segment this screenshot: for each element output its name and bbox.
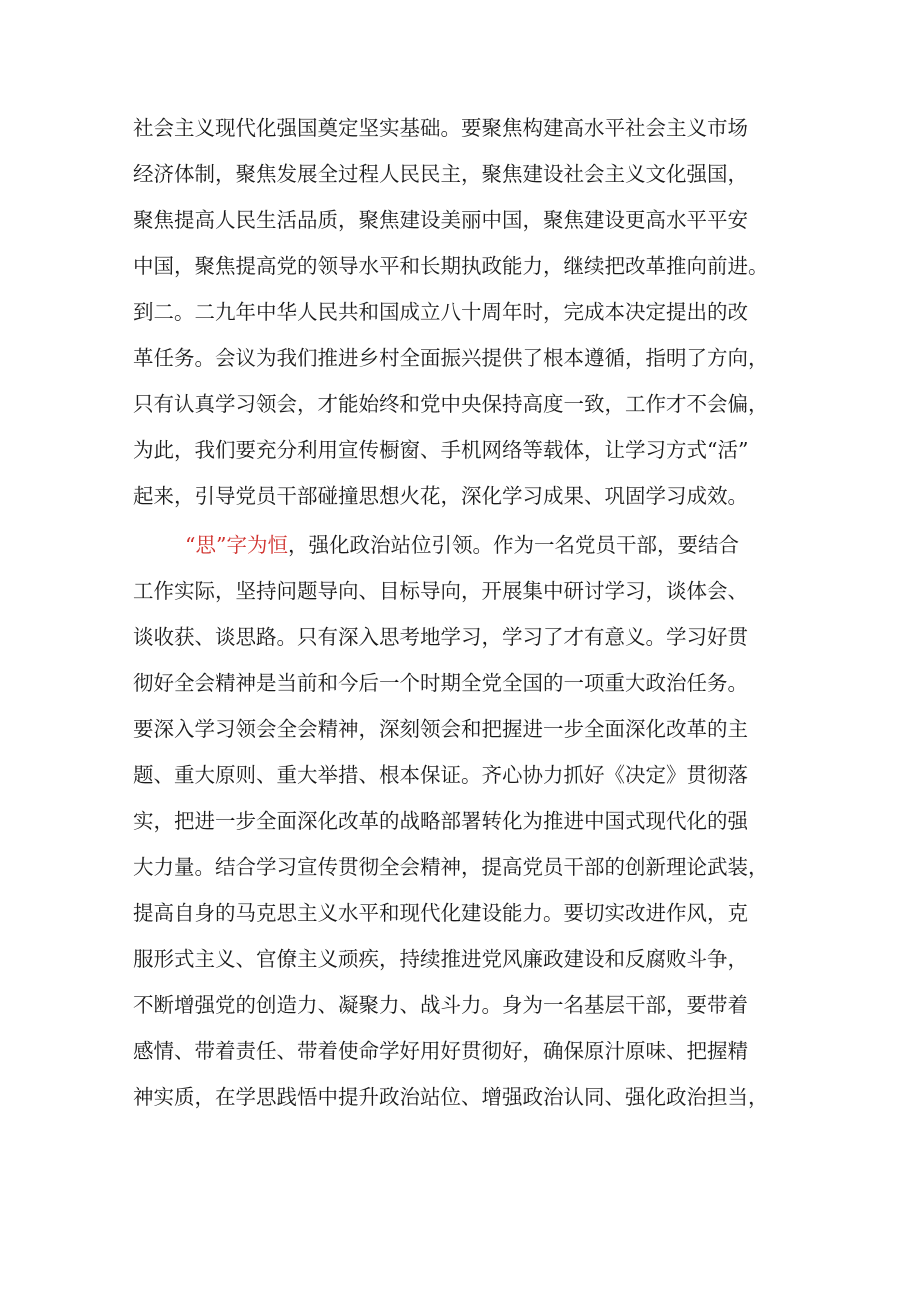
paragraph-line: 提高自身的马克思主义水平和现代化建设能力。要切实改进作风，克 [133,901,748,925]
paragraph-line: 到二。二九年中华人民共和国成立八十周年时，完成本决定提出的改 [133,300,748,324]
paragraph-line: 为此，我们要充分利用宣传橱窗、手机网络等载体，让学习方式“活” [133,438,749,462]
paragraph-line: 实，把进一步全面深化改革的战略部署转化为推进中国式现代化的强 [133,809,748,833]
paragraph-line: 经济体制，聚焦发展全过程人民民主，聚焦建设社会主义文化强国， [133,162,748,186]
paragraph-line: 大力量。结合学习宣传贯彻全会精神，提高党员干部的创新理论武装， [133,855,769,879]
paragraph-line: 题、重大原则、重大举措、根本保证。齐心协力抓好《决定》贯彻落 [133,763,748,787]
paragraph-line: 感情、带着责任、带着使命学好用好贯彻好，确保原汁原味、把握精 [133,1039,748,1063]
paragraph-line: 不断增强党的创造力、凝聚力、战斗力。身为一名基层干部，要带着 [133,993,748,1017]
paragraph-line: 革任务。会议为我们推进乡村全面振兴提供了根本遵循，指明了方向， [133,346,769,370]
section-heading: “思”字为恒 [185,533,288,557]
paragraph-line: 工作实际，坚持问题导向、目标导向，开展集中研讨学习，谈体会、 [133,579,748,603]
paragraph-line-rest: ，强化政治站位引领。作为一名党员干部，要结合 [287,533,739,557]
paragraph-line: 中国，聚焦提高党的领导水平和长期执政能力，继续把改革推向前进。 [133,254,769,278]
paragraph-line: 只有认真学习领会，才能始终和党中央保持高度一致，工作才不会偏， [133,392,769,416]
paragraph-line: 彻好全会精神是当前和今后一个时期全党全国的一项重大政治任务。 [133,671,748,695]
paragraph-line: 谈收获、谈思路。只有深入思考地学习，学习了才有意义。学习好贯 [133,625,748,649]
paragraph-first-line [185,526,793,564]
paragraph-line: 起来，引导党员干部碰撞思想火花，深化学习成果、巩固学习成效。 [133,484,748,508]
paragraph-line: 社会主义现代化强国奠定坚实基础。要聚焦构建高水平社会主义市场 [133,116,748,140]
paragraph-line: 神实质，在学思践悟中提升政治站位、增强政治认同、强化政治担当， [133,1085,769,1109]
paragraph-line: 服形式主义、官僚主义顽疾，持续推进党风廉政建设和反腐败斗争， [133,947,748,971]
paragraph-line: 要深入学习领会全会精神，深刻领会和把握进一步全面深化改革的主 [133,717,748,741]
paragraph-line: 聚焦提高人民生活品质，聚焦建设美丽中国，聚焦建设更高水平平安 [133,208,748,232]
